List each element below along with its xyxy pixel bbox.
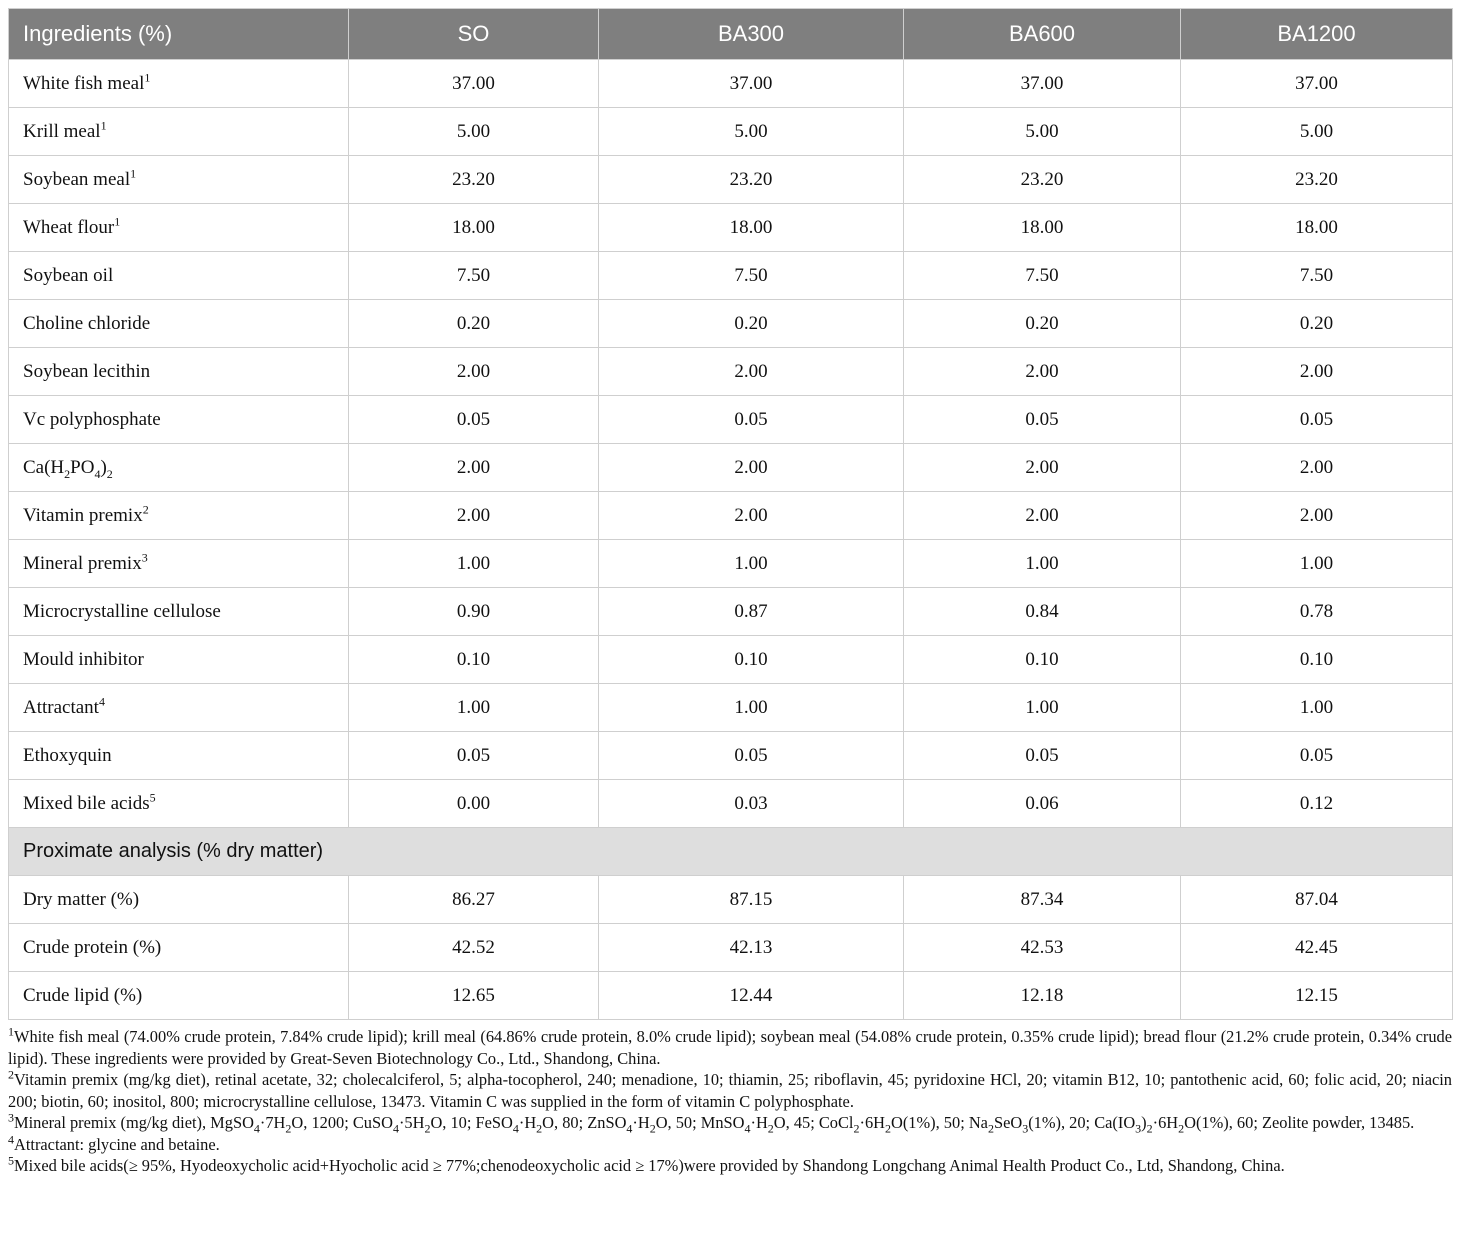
cell-so: 0.00 bbox=[349, 780, 599, 828]
cell-ba300: 5.00 bbox=[599, 108, 904, 156]
row-label bbox=[9, 300, 349, 348]
table-row bbox=[9, 252, 1453, 300]
cell-ba300: 37.00 bbox=[599, 60, 904, 108]
cell-ba1200: 1.00 bbox=[1181, 684, 1453, 732]
table-row bbox=[9, 300, 1453, 348]
table-row bbox=[9, 204, 1453, 252]
table-row bbox=[9, 684, 1453, 732]
cell-ba1200: 0.78 bbox=[1181, 588, 1453, 636]
ingredient-rows bbox=[9, 60, 1453, 828]
row-label-text: Dry matter (%) bbox=[23, 888, 140, 910]
cell-ba300: 0.05 bbox=[599, 396, 904, 444]
table-row bbox=[9, 348, 1453, 396]
footnote-text: Vitamin premix (mg/kg diet), retinal acetate, 32; cholecalciferol, 5; alpha-tocopherol, 240; menadione, 10; thiamin, 25; riboflavin, 45; pyridoxine HCl, 20; vitamin B12, 10; pantothenic acid, 60; folic acid, 20; niacin 200; biotin, 60; inositol, 800; microcrystalline cellulose, 13473. Vitamin C was supplied in the form of vitamin C polyphosphate. bbox=[8, 1070, 1452, 1111]
row-label-text: Wheat flour bbox=[23, 216, 115, 238]
footnote-marker: 1 bbox=[100, 118, 107, 133]
cell-ba600: 0.20 bbox=[904, 300, 1181, 348]
table-row bbox=[9, 588, 1453, 636]
footnote-text: Attractant: glycine and betaine. bbox=[14, 1134, 220, 1154]
cell-ba1200: 42.45 bbox=[1181, 924, 1453, 972]
column-header-ba600: BA600 bbox=[904, 9, 1181, 60]
cell-so: 0.90 bbox=[349, 588, 599, 636]
cell-ba300: 7.50 bbox=[599, 252, 904, 300]
cell-so: 2.00 bbox=[349, 492, 599, 540]
row-label bbox=[9, 732, 349, 780]
cell-ba1200: 18.00 bbox=[1181, 204, 1453, 252]
cell-ba600: 2.00 bbox=[904, 444, 1181, 492]
column-header-ingredients: Ingredients (%) bbox=[9, 9, 349, 60]
row-label bbox=[9, 540, 349, 588]
cell-so: 1.00 bbox=[349, 540, 599, 588]
footnote-mark: 3 bbox=[8, 1110, 14, 1125]
row-label bbox=[9, 396, 349, 444]
footnote-1 bbox=[8, 1026, 1452, 1069]
row-label-text: Ethoxyquin bbox=[23, 744, 112, 766]
cell-ba600: 7.50 bbox=[904, 252, 1181, 300]
cell-so: 0.05 bbox=[349, 396, 599, 444]
table-row bbox=[9, 780, 1453, 828]
row-label bbox=[9, 60, 349, 108]
footnote-mark: 4 bbox=[8, 1132, 14, 1147]
cell-ba1200: 87.04 bbox=[1181, 876, 1453, 924]
cell-so: 12.65 bbox=[349, 972, 599, 1020]
row-label-text: Mineral premix bbox=[23, 552, 142, 574]
cell-so: 86.27 bbox=[349, 876, 599, 924]
row-label bbox=[9, 972, 349, 1020]
row-label bbox=[9, 588, 349, 636]
row-label-text: Crude protein (%) bbox=[23, 936, 162, 958]
row-label-text: Soybean oil bbox=[23, 264, 114, 286]
table-row bbox=[9, 60, 1453, 108]
section-label: Proximate analysis (% dry matter) bbox=[9, 828, 1453, 876]
row-label-text: Soybean meal bbox=[23, 168, 131, 190]
footnote-marker: 3 bbox=[141, 550, 148, 565]
cell-ba1200: 23.20 bbox=[1181, 156, 1453, 204]
table-header-row bbox=[9, 9, 1453, 60]
row-label-text: Choline chloride bbox=[23, 312, 151, 334]
footnote-mark: 5 bbox=[8, 1153, 14, 1168]
row-label-text: Attractant bbox=[23, 696, 99, 718]
table-row bbox=[9, 492, 1453, 540]
proximate-section bbox=[9, 828, 1453, 876]
cell-so: 1.00 bbox=[349, 684, 599, 732]
table-row bbox=[9, 972, 1453, 1020]
cell-ba1200: 2.00 bbox=[1181, 444, 1453, 492]
footnote-5 bbox=[8, 1155, 1452, 1177]
row-label-text: Krill meal bbox=[23, 120, 101, 142]
cell-so: 23.20 bbox=[349, 156, 599, 204]
cell-so: 5.00 bbox=[349, 108, 599, 156]
row-label-text: $Ca(H_2PO_4)_2$ bbox=[23, 456, 113, 481]
row-label-text: Crude lipid (%) bbox=[23, 984, 143, 1006]
cell-ba600: 18.00 bbox=[904, 204, 1181, 252]
cell-ba600: 42.53 bbox=[904, 924, 1181, 972]
diet-composition-table bbox=[8, 8, 1453, 1020]
cell-ba1200: 12.15 bbox=[1181, 972, 1453, 1020]
row-label-text: Mould inhibitor bbox=[23, 648, 144, 670]
table-row bbox=[9, 444, 1453, 492]
cell-ba300: 0.20 bbox=[599, 300, 904, 348]
cell-ba1200: 0.20 bbox=[1181, 300, 1453, 348]
proximate-rows bbox=[9, 876, 1453, 1020]
table-row bbox=[9, 924, 1453, 972]
row-label bbox=[9, 252, 349, 300]
cell-so: 2.00 bbox=[349, 444, 599, 492]
cell-ba600: 0.05 bbox=[904, 396, 1181, 444]
table-row bbox=[9, 108, 1453, 156]
cell-so: 0.20 bbox=[349, 300, 599, 348]
cell-ba1200: 2.00 bbox=[1181, 348, 1453, 396]
cell-ba300: 18.00 bbox=[599, 204, 904, 252]
table-row bbox=[9, 396, 1453, 444]
cell-ba600: 0.05 bbox=[904, 732, 1181, 780]
cell-ba600: 12.18 bbox=[904, 972, 1181, 1020]
row-label bbox=[9, 780, 349, 828]
footnote-3 bbox=[8, 1112, 1452, 1134]
cell-so: 42.52 bbox=[349, 924, 599, 972]
row-label bbox=[9, 876, 349, 924]
cell-so: 0.10 bbox=[349, 636, 599, 684]
cell-ba1200: 7.50 bbox=[1181, 252, 1453, 300]
footnote-text: Mixed bile acids(≥ 95%, Hyodeoxycholic acid+Hyocholic acid ≥ 77%;chenodeoxycholic acid ≥ 17%)were provided by Shandong Longchang Animal Health Product Co., Ltd, Shandong, China. bbox=[14, 1156, 1285, 1175]
footnote-mark: 2 bbox=[8, 1067, 14, 1082]
cell-ba300: 2.00 bbox=[599, 444, 904, 492]
footnote-mark: 1 bbox=[8, 1024, 14, 1039]
table-footnotes bbox=[8, 1026, 1452, 1177]
table-row bbox=[9, 540, 1453, 588]
cell-ba600: 2.00 bbox=[904, 348, 1181, 396]
cell-ba300: 1.00 bbox=[599, 684, 904, 732]
footnote-text: White fish meal (74.00% crude protein, 7.84% crude lipid); krill meal (64.86% crude protein, 8.0% crude lipid); soybean meal (54.08% crude protein, 0.35% crude lipid); bread flour (21.2% crude protein, 0.34% crude lipid). These ingredients were provided by Great-Seven Biotechnology Co., Ltd., Shandong, China. bbox=[8, 1027, 1452, 1068]
table-row bbox=[9, 636, 1453, 684]
cell-ba300: 87.15 bbox=[599, 876, 904, 924]
footnote-marker: 1 bbox=[114, 214, 121, 229]
cell-so: 2.00 bbox=[349, 348, 599, 396]
cell-ba600: 87.34 bbox=[904, 876, 1181, 924]
cell-ba600: 0.10 bbox=[904, 636, 1181, 684]
row-label bbox=[9, 156, 349, 204]
cell-ba600: 2.00 bbox=[904, 492, 1181, 540]
footnote-4 bbox=[8, 1134, 1452, 1156]
cell-ba300: 2.00 bbox=[599, 348, 904, 396]
row-label bbox=[9, 684, 349, 732]
column-header-ba1200: BA1200 bbox=[1181, 9, 1453, 60]
footnote-marker: 1 bbox=[130, 166, 137, 181]
cell-ba600: 1.00 bbox=[904, 684, 1181, 732]
cell-ba1200: 5.00 bbox=[1181, 108, 1453, 156]
cell-so: 0.05 bbox=[349, 732, 599, 780]
table-row bbox=[9, 732, 1453, 780]
row-label-text: Vc polyphosphate bbox=[23, 408, 161, 430]
footnote-marker: 5 bbox=[149, 790, 156, 805]
footnote-marker: 1 bbox=[144, 70, 151, 85]
section-row-proximate-analysis bbox=[9, 828, 1453, 876]
cell-ba300: 2.00 bbox=[599, 492, 904, 540]
row-label bbox=[9, 204, 349, 252]
cell-ba300: 42.13 bbox=[599, 924, 904, 972]
cell-so: 37.00 bbox=[349, 60, 599, 108]
footnote-marker: 4 bbox=[98, 694, 105, 709]
cell-ba300: 23.20 bbox=[599, 156, 904, 204]
cell-ba1200: 0.10 bbox=[1181, 636, 1453, 684]
cell-ba300: 12.44 bbox=[599, 972, 904, 1020]
cell-ba600: 1.00 bbox=[904, 540, 1181, 588]
cell-ba600: 5.00 bbox=[904, 108, 1181, 156]
cell-ba1200: 0.12 bbox=[1181, 780, 1453, 828]
cell-ba300: 0.05 bbox=[599, 732, 904, 780]
cell-ba1200: 37.00 bbox=[1181, 60, 1453, 108]
table-row bbox=[9, 156, 1453, 204]
column-header-so: SO bbox=[349, 9, 599, 60]
row-label bbox=[9, 924, 349, 972]
table-row bbox=[9, 876, 1453, 924]
row-label-text: Microcrystalline cellulose bbox=[23, 600, 221, 622]
column-header-ba300: BA300 bbox=[599, 9, 904, 60]
cell-ba600: 23.20 bbox=[904, 156, 1181, 204]
row-label bbox=[9, 636, 349, 684]
cell-ba300: 1.00 bbox=[599, 540, 904, 588]
row-label-text: Vitamin premix bbox=[23, 504, 143, 526]
cell-ba300: 0.03 bbox=[599, 780, 904, 828]
cell-ba1200: 2.00 bbox=[1181, 492, 1453, 540]
row-label bbox=[9, 348, 349, 396]
cell-so: 18.00 bbox=[349, 204, 599, 252]
cell-ba300: 0.10 bbox=[599, 636, 904, 684]
row-label-text: Mixed bile acids bbox=[23, 792, 150, 814]
footnote-2 bbox=[8, 1069, 1452, 1112]
cell-ba600: 0.06 bbox=[904, 780, 1181, 828]
cell-ba600: 37.00 bbox=[904, 60, 1181, 108]
document-page bbox=[8, 8, 1452, 1177]
row-label bbox=[9, 108, 349, 156]
cell-ba1200: 1.00 bbox=[1181, 540, 1453, 588]
row-label-text: Soybean lecithin bbox=[23, 360, 151, 382]
cell-ba300: 0.87 bbox=[599, 588, 904, 636]
cell-ba1200: 0.05 bbox=[1181, 396, 1453, 444]
cell-so: 7.50 bbox=[349, 252, 599, 300]
row-label bbox=[9, 492, 349, 540]
footnote-marker: 2 bbox=[142, 502, 149, 517]
cell-ba1200: 0.05 bbox=[1181, 732, 1453, 780]
footnote-text: Mineral premix (mg/kg diet), $MgSO_4\cdot 7H_2O$, 1200; $CuSO_4\cdot 5H_2O$, 10; $FeSO_4\cdot H_2O$, 80; $ZnSO_4\cdot H_2O$, 50; $MnSO_4\cdot H_2O$, 45; $CoCl_2\cdot 6H_2O(1\%)$, 50; $Na_2SeO_3(1\%)$, 20; $Ca(IO_3)_2\cdot 6H_2O(1\%)$, 60; Zeolite powder, 13485. bbox=[14, 1113, 1415, 1136]
row-label bbox=[9, 444, 349, 492]
row-label-text: White fish meal bbox=[23, 72, 145, 94]
cell-ba600: 0.84 bbox=[904, 588, 1181, 636]
